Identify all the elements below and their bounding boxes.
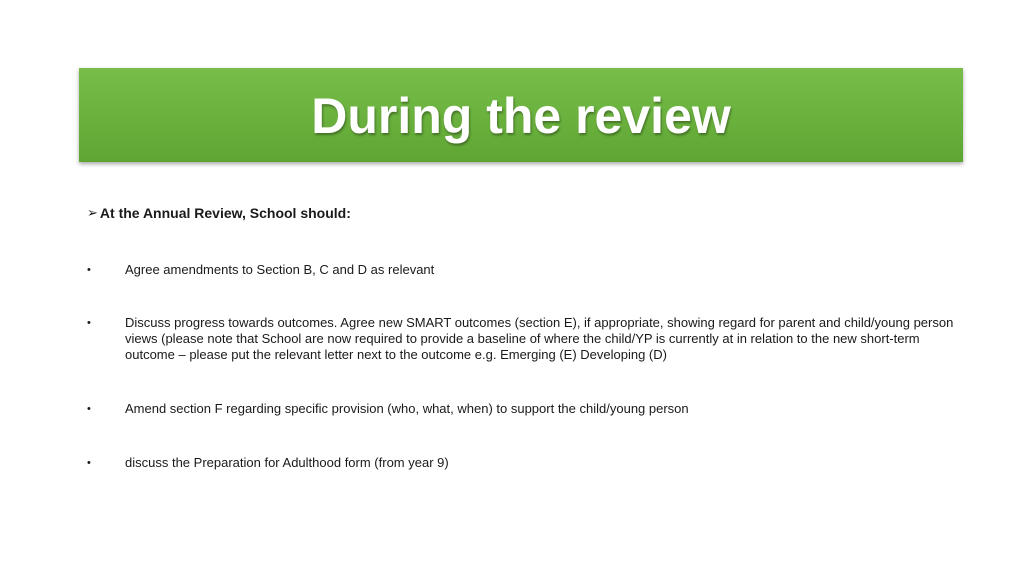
list-item — [87, 315, 957, 363]
list-item — [87, 262, 957, 278]
slide-title: During the review — [311, 88, 731, 144]
bullet-dot-icon: • — [87, 403, 91, 415]
list-item-text: Agree amendments to Section B, C and D as relevant — [125, 262, 435, 277]
list-item — [87, 455, 957, 471]
bullet-dot-icon: • — [87, 317, 91, 329]
list-item-text: discuss the Preparation for Adulthood form (from year 9) — [125, 455, 449, 470]
list-item-text: Amend section F regarding specific provision (who, what, when) to support the child/young person — [125, 401, 689, 416]
list-item — [87, 401, 957, 417]
title-banner — [79, 68, 963, 162]
lead-text: At the Annual Review, School should: — [99, 205, 351, 221]
bullet-dot-icon: • — [87, 457, 91, 469]
bullet-dot-icon: • — [87, 264, 91, 276]
lead-statement — [87, 205, 351, 221]
arrow-bullet-icon: ➢ — [87, 205, 98, 220]
list-item-text: Discuss progress towards outcomes. Agree new SMART outcomes (section E), if appropriate, showing regard for parent and child/young person views (please note that School are now required to provide a baseline of where the child/YP is currently at in relation to the new short-term outcome – please put the relevant letter next to the outcome e.g. Emerging (E) Developing (D) — [125, 315, 954, 362]
